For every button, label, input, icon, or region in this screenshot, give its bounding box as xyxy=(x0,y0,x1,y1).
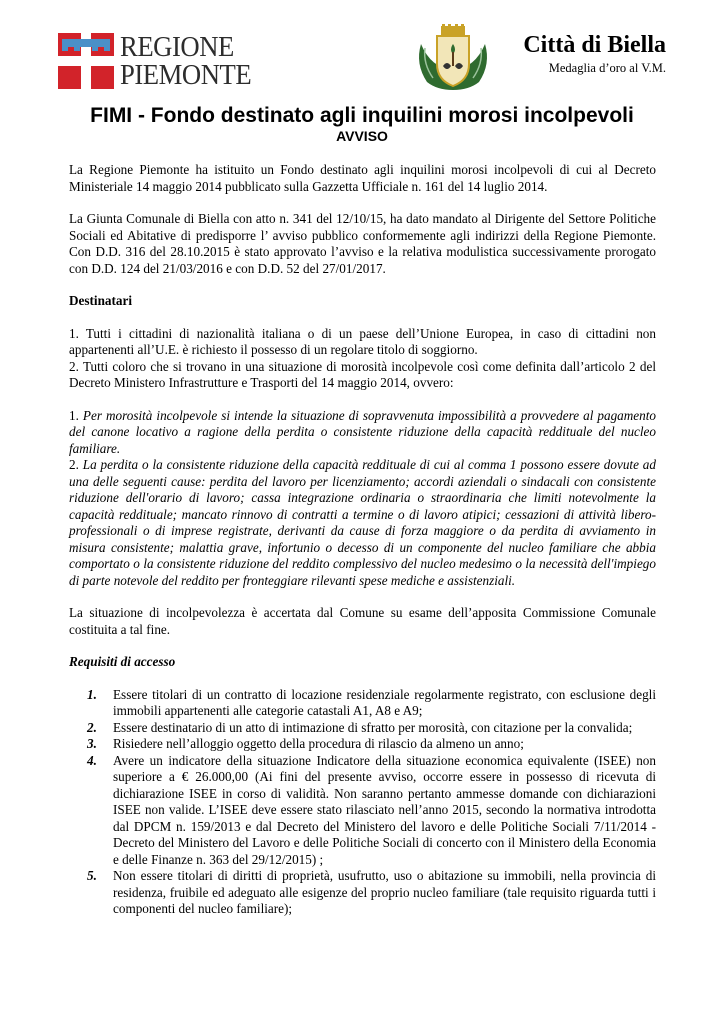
intro-paragraph-2: La Giunta Comunale di Biella con atto n. 341 del 12/10/15, ha dato mandato al Dirigente del Settore Politiche Sociali ed Abitative di predisporre l’ avviso pubblico conformemente agli indirizzi della Regione Piemonte. Con D.D. 316 del 28.10.2015 è stato approvato l’avviso e la relativa modulistica successivamente prorogato con D.D. 124 del 21/03/2016 e con D.D. 52 del 27/01/2017. xyxy=(69,211,656,276)
definition-number: 2. xyxy=(69,457,79,472)
definition-2 xyxy=(69,457,656,589)
section-heading-destinatari: Destinatari xyxy=(69,293,132,308)
list-item-number: 5. xyxy=(87,868,97,883)
city-header xyxy=(500,30,666,76)
list-item-text: Avere un indicatore della situazione Indicatore della situazione economica equivalente (ISEE) non superiore a € 26.000,00 (Ai fini del presente avviso, occorre essere in possesso di ricevuta di dichiarazione ISEE in corso di validità. Non saranno pertanto ammesse domande con dichiarazioni ISEE non valide. L’ISEE deve essere stato rilasciato nell’anno 2015, secondo la normativa introdotta dal DPCM n. 159/2013 e dal Decreto del Ministero del lavoro e delle Politiche Sociali 7/11/2014 - Decreto del Ministero del Lavoro e delle Politiche Sociali di concerto con il Ministero della Economia e delle Finanze n. 363 del 29/12/2015) ; xyxy=(113,752,656,867)
definition-text: La perdita o la consistente riduzione della capacità reddituale di cui al comma 1 possono essere dovute ad una delle seguenti cause: perdita del lavoro per licenziamento; accordi aziendali o sindacali con consistente riduzione dell'orario di lavoro; cassa integrazione ordinaria o straordinaria che limiti notevolmente la capacità reddituale; mancato rinnovo di contratti a termine o di lavoro atipici; cessazioni di attività libero-professionali o di imprese registrate, derivanti da cause di forza maggiore o da perdita di avviamento in misura consistente; malattia grave, infortunio o decesso di un componente del nucleo familiare che abbia comportato o la consistente riduzione del reddito complessivo del nucleo medesimo o la necessità dell'impiego di parte notevole del reddito per fronteggiare rilevanti spese mediche e assistenziali. xyxy=(69,457,656,588)
list-item xyxy=(69,720,656,737)
list-item xyxy=(69,687,656,720)
regione-piemonte-wordmark xyxy=(120,33,263,89)
document-subtitle: AVVISO xyxy=(336,128,388,144)
list-item-text: Essere titolari di un contratto di locazione residenziale regolarmente registrato, con esclusione degli immobili appartenenti alle categorie catastali A1, A8 e A9; xyxy=(113,686,656,718)
logo-line-piemonte: PIEMONTE xyxy=(120,59,252,91)
list-item xyxy=(69,753,656,869)
document-body xyxy=(69,162,656,918)
definition-1 xyxy=(69,408,656,458)
requisiti-list xyxy=(69,687,656,918)
destinatari-item-2: 2. Tutti coloro che si trovano in una situazione di morosità incolpevole così come definita dall’articolo 2 del Decreto Ministero Infrastrutture e Trasporti del 14 maggio 2014, ovvero: xyxy=(69,358,656,390)
logo-line-regione: REGIONE xyxy=(120,31,234,63)
list-item-text: Essere destinatario di un atto di intimazione di sfratto per morosità, con citazione per la convalida; xyxy=(113,719,633,735)
list-item-text: Non essere titolari di diritti di proprietà, usufrutto, uso o abitazione su immobili, nella provincia di residenza, fruibile ed adeguato alle esigenze del proprio nucleo familiare (tale requisito riguarda tutti i componenti del nucleo familiare); xyxy=(113,868,656,916)
list-item-number: 4. xyxy=(87,752,97,768)
intro-paragraph-1: La Regione Piemonte ha istituito un Fondo destinato agli inquilini morosi incolpevoli di cui al Decreto Ministeriale 14 maggio 2014 pubblicato sulla Gazzetta Ufficiale n. 161 del 14 luglio 2014. xyxy=(69,162,656,194)
definition-text: Per morosità incolpevole si intende la situazione di sopravvenuta impossibilità a provvedere al pagamento del canone locativo a ragione della perdita o consistente riduzione della capacità reddituale del nucleo familiare. xyxy=(69,407,657,456)
biella-crest-icon xyxy=(413,24,493,92)
document-title: FIMI - Fondo destinato agli inquilini morosi incolpevoli xyxy=(90,104,634,127)
piemonte-flag-icon xyxy=(58,33,114,89)
regione-piemonte-logo xyxy=(58,33,253,91)
list-item-text: Risiedere nell’alloggio oggetto della procedura di rilascio da almeno un anno; xyxy=(113,736,524,751)
destinatari-item-1: 1. Tutti i cittadini di nazionalità italiana o di un paese dell’Unione Europea, in caso di cittadini non appartenenti all’U.E. è richiesto il possesso di un regolare titolo di soggiorno. xyxy=(69,325,656,357)
list-item-number: 2. xyxy=(87,719,97,735)
definition-number: 1. xyxy=(69,407,79,423)
list-item xyxy=(69,868,656,918)
list-item xyxy=(69,736,656,753)
list-item-number: 1. xyxy=(87,686,97,702)
city-subtitle: Medaglia d’oro al V.M. xyxy=(548,61,666,75)
incolpevolezza-paragraph: La situazione di incolpevolezza è accertata dal Comune su esame dell’apposita Commissione Comunale costituita a tal fine. xyxy=(69,605,656,637)
city-name: Città di Biella xyxy=(523,32,666,58)
list-item-number: 3. xyxy=(87,736,97,751)
section-heading-requisiti: Requisiti di accesso xyxy=(69,654,176,669)
